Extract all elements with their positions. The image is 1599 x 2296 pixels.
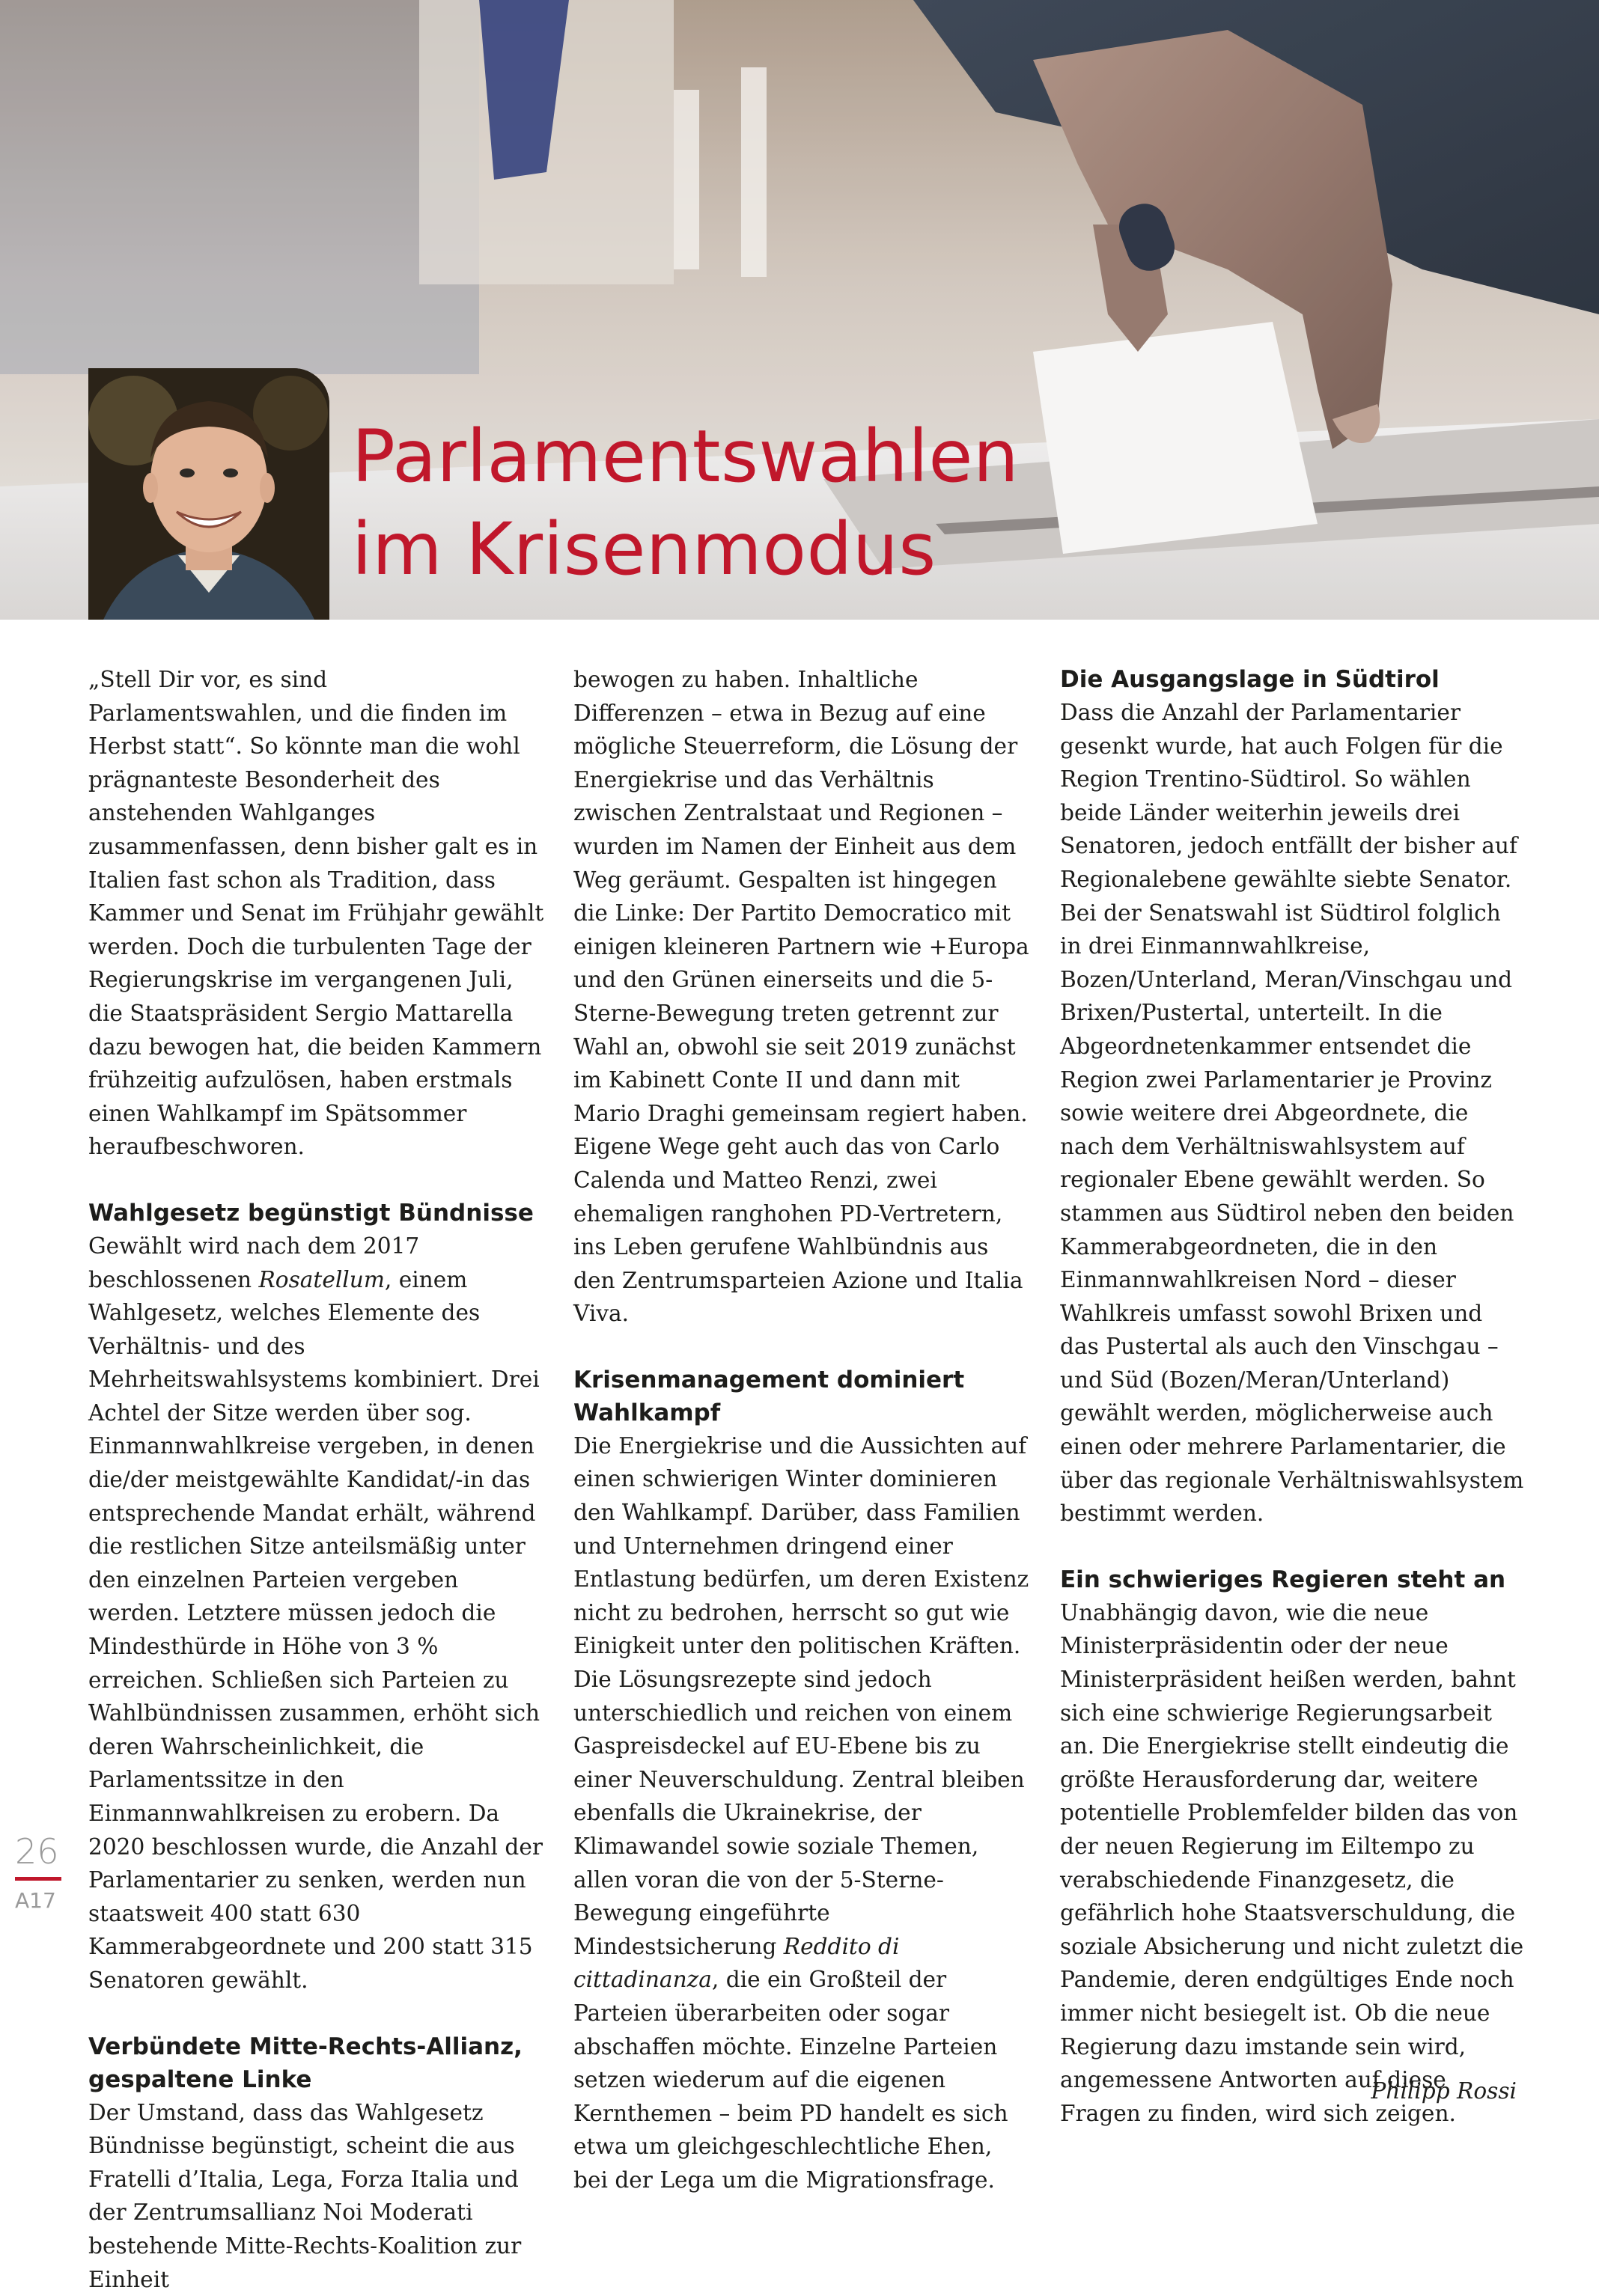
page-folio xyxy=(15,1832,63,1914)
subheading-suedtirol: Die Ausgangslage in Südtirol xyxy=(1060,666,1440,693)
folio-divider xyxy=(15,1877,61,1881)
paragraph-allianz: Der Umstand, dass das Wahlgesetz Bündnisse begünstigt, scheint die aus Fratelli d’Italia, Lega, Forza Italia und der Zentrumsallianz Noi Moderati bestehende Mitte-Rechts-Koalition zur Einheit xyxy=(88,2099,522,2292)
issue-label: A17 xyxy=(15,1888,56,1913)
page-number: 26 xyxy=(15,1831,59,1872)
paragraph-wahlgesetz: Gewählt wird nach dem 2017 beschlossenen Rosatellum, einem Wahlgesetz, welches Elemente des Verhältnis- und des Mehrheitswahlsystems kombiniert. Drei Achtel der Sitze werden über sog. Einmannwahlkreise vergeben, in denen die/der meistgewählte Kandidat/-in das entsprechende Mandat erhält, während die restlichen Sitze anteilsmäßig unter den einzelnen Parteien vergeben werden. Letztere müssen jedoch die Mindesthürde in Höhe von 3 % erreichen. Schließen sich Parteien zu Wahlbündnissen zusammen, erhöht sich deren Wahrscheinlichkeit, die Parlamentssitze in den Einmannwahlkreisen zu erobern. Da 2020 beschlossen wurde, die Anzahl der Parlamentarier zu senken, werden nun staatsweit 400 statt 630 Kammerabgeordnete und 200 statt 315 Senatoren gewählt. xyxy=(88,1233,543,1993)
title-line-1: Parlamentswahlen xyxy=(352,415,1020,498)
intro-paragraph: „Stell Dir vor, es sind Parlamentswahlen, und die finden im Herbst statt“. So könnte man die wohl prägnanteste Besonderheit des anstehenden Wahlganges zusammenfassen, denn bisher galt es in Italien fast schon als Tradition, dass Kammer und Senat im Frühjahr gewählt werden. Doch die turbulenten Tage der Regierungskrise im vergangenen Juli, die Staatspräsident Sergio Mattarella dazu bewogen hat, die beiden Kammern frühzeitig aufzulösen, haben erstmals einen Wahlkampf im Spätsommer heraufbeschworen. xyxy=(88,667,544,1160)
subheading-allianz: Verbündete Mitte-Rechts-Allianz, gespaltene Linke xyxy=(88,2033,523,2093)
paragraph-regieren: Unabhängig davon, wie die neue Ministerpräsidentin oder der neue Ministerpräsident heißen werden, bahnt sich eine schwierige Regierungsarbeit an. Die Energiekrise stellt eindeutig die größte Herausforderung dar, weitere potentielle Problemfelder bilden das von der neuen Regierung im Eiltempo zu verabschiedende Finanzgesetz, die gefährlich hohe Staatsverschuldung, die soziale Absicherung und nicht zuletzt die Pandemie, deren endgültiges Ende noch immer nicht besiegelt ist. Ob die neue Regierung dazu imstande sein wird, angemessene Antworten auf diese Fragen zu finden, wird sich zeigen. xyxy=(1060,1599,1524,2126)
author-portrait-illustration xyxy=(88,368,329,620)
paragraph-continuation: bewogen zu haben. Inhaltliche Differenzen – etwa in Bezug auf eine mögliche Steuerreform, die Lösung der Energiekrise und das Verhältnis zwischen Zentralstaat und Regionen – wurden im Namen der Einheit aus dem Weg geräumt. Gespalten ist hingegen die Linke: Der Partito Democratico mit einigen kleineren Partnern wie +Europa und den Grünen einerseits und die 5-Sterne-Bewegung treten getrennt zur Wahl an, obwohl sie seit 2019 zunächst im Kabinett Conte II und dann mit Mario Draghi gemeinsam regiert haben. Eigene Wege geht auch das von Carlo Calenda und Matteo Renzi, zwei ehemaligen ranghohen PD-Vertretern, ins Leben gerufene Wahlbündnis aus den Zentrumsparteien Azione und Italia Viva. xyxy=(573,667,1029,1327)
author-portrait xyxy=(88,368,329,620)
text-column-2 xyxy=(573,663,1030,2197)
hero-photo xyxy=(0,0,1599,620)
paragraph-suedtirol: Dass die Anzahl der Parlamentarier gesenkt wurde, hat auch Folgen für die Region Trentino-Südtirol. So wählen beide Länder weiterhin jeweils drei Senatoren, jedoch entfällt der bisher auf Regionalebene gewählte siebte Senator. Bei der Senatswahl ist Südtirol folglich in drei Einmannwahlkreise, Bozen/Unterland, Meran/Vinschgau und Brixen/Pustertal, unterteilt. In die Abgeordnetenkammer entsendet die Region zwei Parlamentarier je Provinz sowie weitere drei Abgeordnete, die nach dem Verhältniswahlsystem auf regionaler Ebene gewählt werden. So stammen aus Südtirol neben den beiden Kammerabgeordneten, die in den Einmannwahlkreisen Nord – dieser Wahlkreis umfasst sowohl Brixen und das Pustertal als auch den Vinschgau – und Süd (Bozen/Meran/Unterland) gewählt werden, möglicherweise auch einen oder mehrere Parlamentarier, die über das regionale Verhältniswahlsystem bestimmt werden. xyxy=(1060,700,1524,1527)
article-title xyxy=(352,410,1019,596)
subheading-regieren: Ein schwieriges Regieren steht an xyxy=(1060,1566,1506,1593)
subheading-wahlgesetz: Wahlgesetz begünstigt Bündnisse xyxy=(88,1199,534,1227)
text-column-3 xyxy=(1060,663,1524,2130)
title-line-2: im Krisenmodus xyxy=(352,507,936,591)
author-byline: Philipp Rossi xyxy=(1371,2078,1517,2104)
text-column-1 xyxy=(88,663,545,2296)
subheading-krisenmanagement: Krisenmanagement dominiert Wahlkampf xyxy=(573,1366,965,1426)
paragraph-krisenmanagement: Die Energiekrise und die Aussichten auf einen schwierigen Winter dominieren den Wahlkampf. Darüber, dass Familien und Unternehmen dringend einer Entlastung bedürfen, um deren Existenz nicht zu bedrohen, herrscht so gut wie Einigkeit unter den politischen Kräften. Die Lösungsrezepte sind jedoch unterschiedlich und reichen von einem Gaspreisdeckel auf EU-Ebene bis zu einer Neuverschuldung. Zentral bleiben ebenfalls die Ukrainekrise, der Klimawandel sowie soziale Themen, allen voran die von der 5-Sterne-Bewegung eingeführte Mindestsicherung Reddito di cittadinanza, die ein Großteil der Parteien überarbeiten oder sogar abschaffen möchte. Einzelne Parteien setzen wiederum auf die eigenen Kernthemen – beim PD handelt es sich etwa um gleichgeschlechtliche Ehen, bei der Lega um die Migrationsfrage. xyxy=(573,1432,1029,2193)
